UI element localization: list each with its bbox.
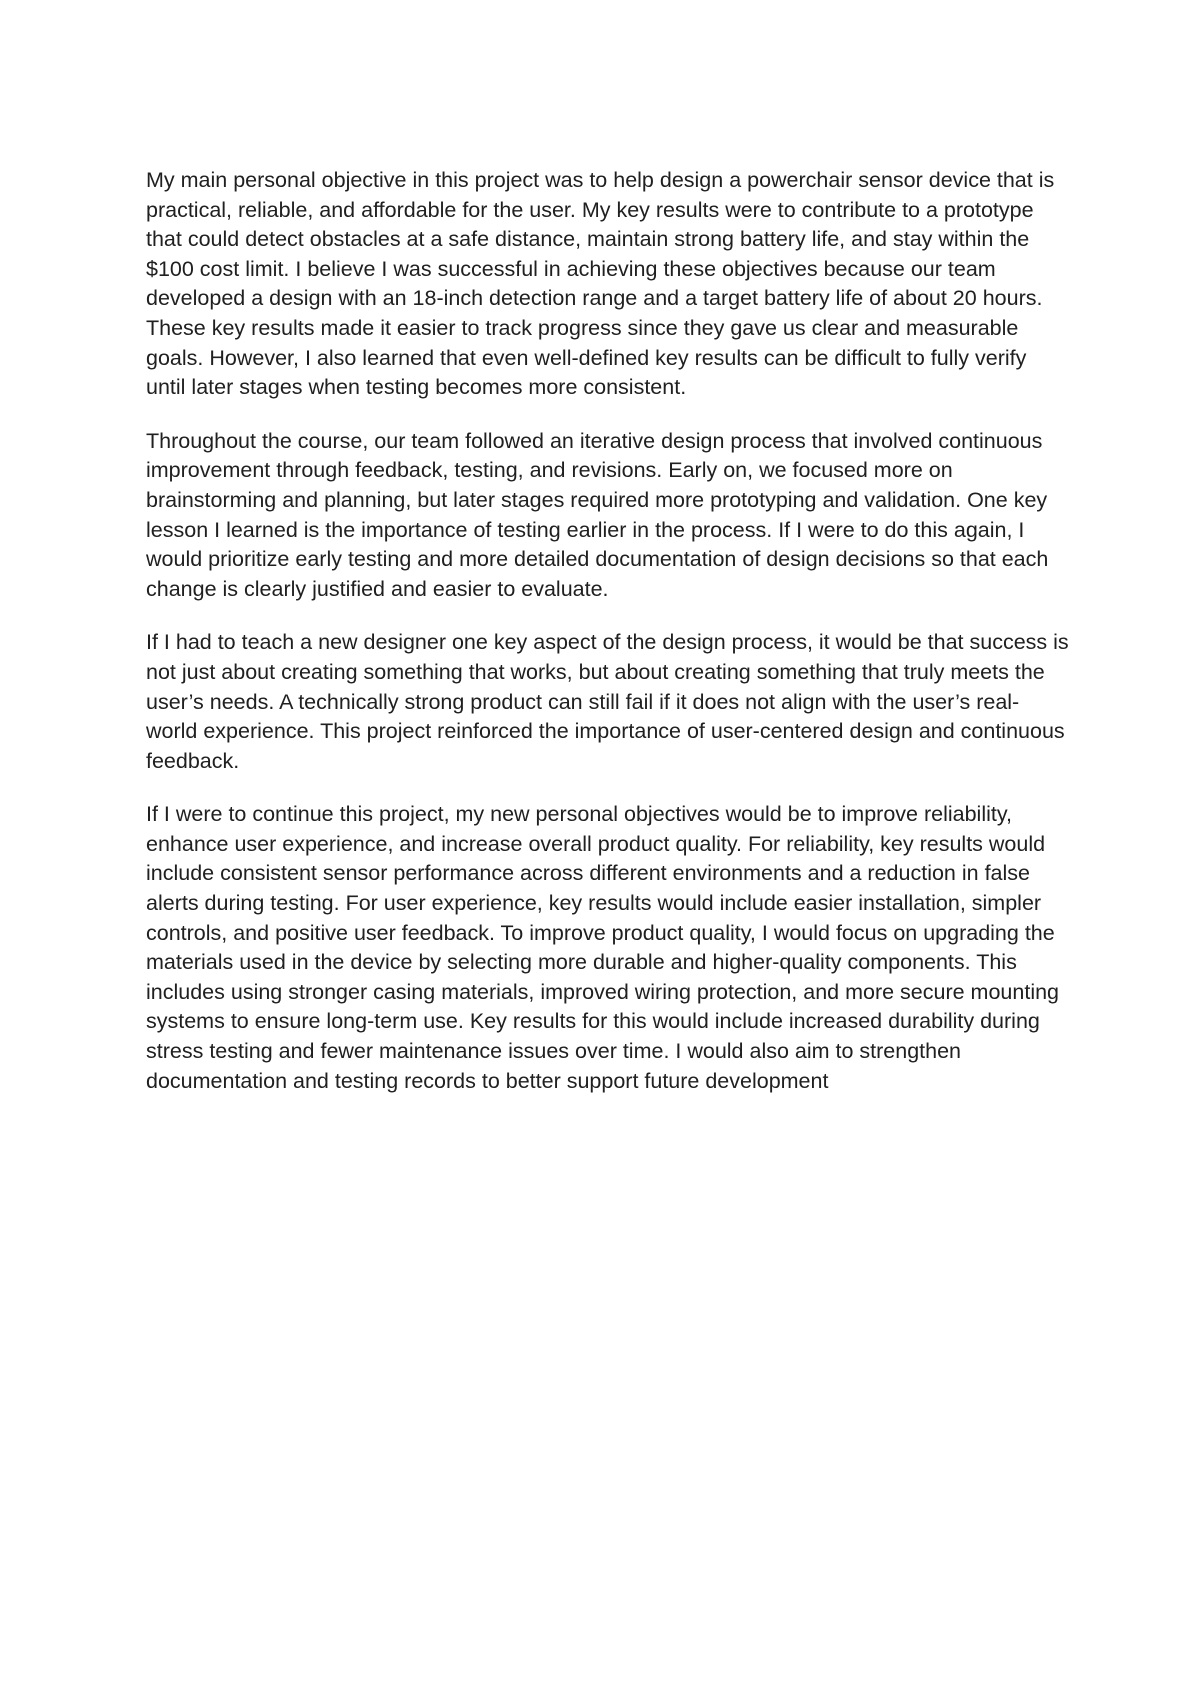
paragraph-teaching-lesson: If I had to teach a new designer one key aspect of the design process, it would be that success is not just about creating something that works, but about creating something that truly meets the user’s needs. A technically strong product can still fail if it does not align with the user’s real-world experience. This project reinforced the importance of user-centered design and continuous feedback. bbox=[146, 630, 1069, 773]
paragraph-future-objectives: If I were to continue this project, my new personal objectives would be to improve reliability, enhance user experience, and increase overall product quality. For reliability, key results would include consistent sensor performance across different environments and a reduction in false alerts during testing. For user experience, key results would include easier installation, simpler controls, and positive user feedback. To improve product quality, I would focus on upgrading the materials used in the device by selecting more durable and higher-quality components. This includes using stronger casing materials, improved wiring protection, and more secure mounting systems to ensure long-term use. Key results for this would include increased durability during stress testing and fewer maintenance issues over time. I would also aim to strengthen documentation and testing records to better support future development bbox=[146, 802, 1060, 1093]
document-body bbox=[146, 166, 1070, 1120]
paragraph-objectives: My main personal objective in this project was to help design a powerchair sensor device that is practical, reliable, and affordable for the user. My key results were to contribute to a prototype that could detect obstacles at a safe distance, maintain strong battery life, and stay within the $100 cost limit. I believe I was successful in achieving these objectives because our team developed a design with an 18-inch detection range and a target battery life of about 20 hours. These key results made it easier to track progress since they gave us clear and measurable goals. However, I also learned that even well-defined key results can be difficult to fully verify until later stages when testing becomes more consistent. bbox=[146, 168, 1055, 400]
paragraph-design-process: Throughout the course, our team followed an iterative design process that involved continuous improvement through feedback, testing, and revisions. Early on, we focused more on brainstorming and planning, but later stages required more prototyping and validation. One key lesson I learned is the importance of testing earlier in the process. If I were to do this again, I would prioritize early testing and more detailed documentation of design decisions so that each change is clearly justified and easier to evaluate. bbox=[146, 428, 1049, 601]
